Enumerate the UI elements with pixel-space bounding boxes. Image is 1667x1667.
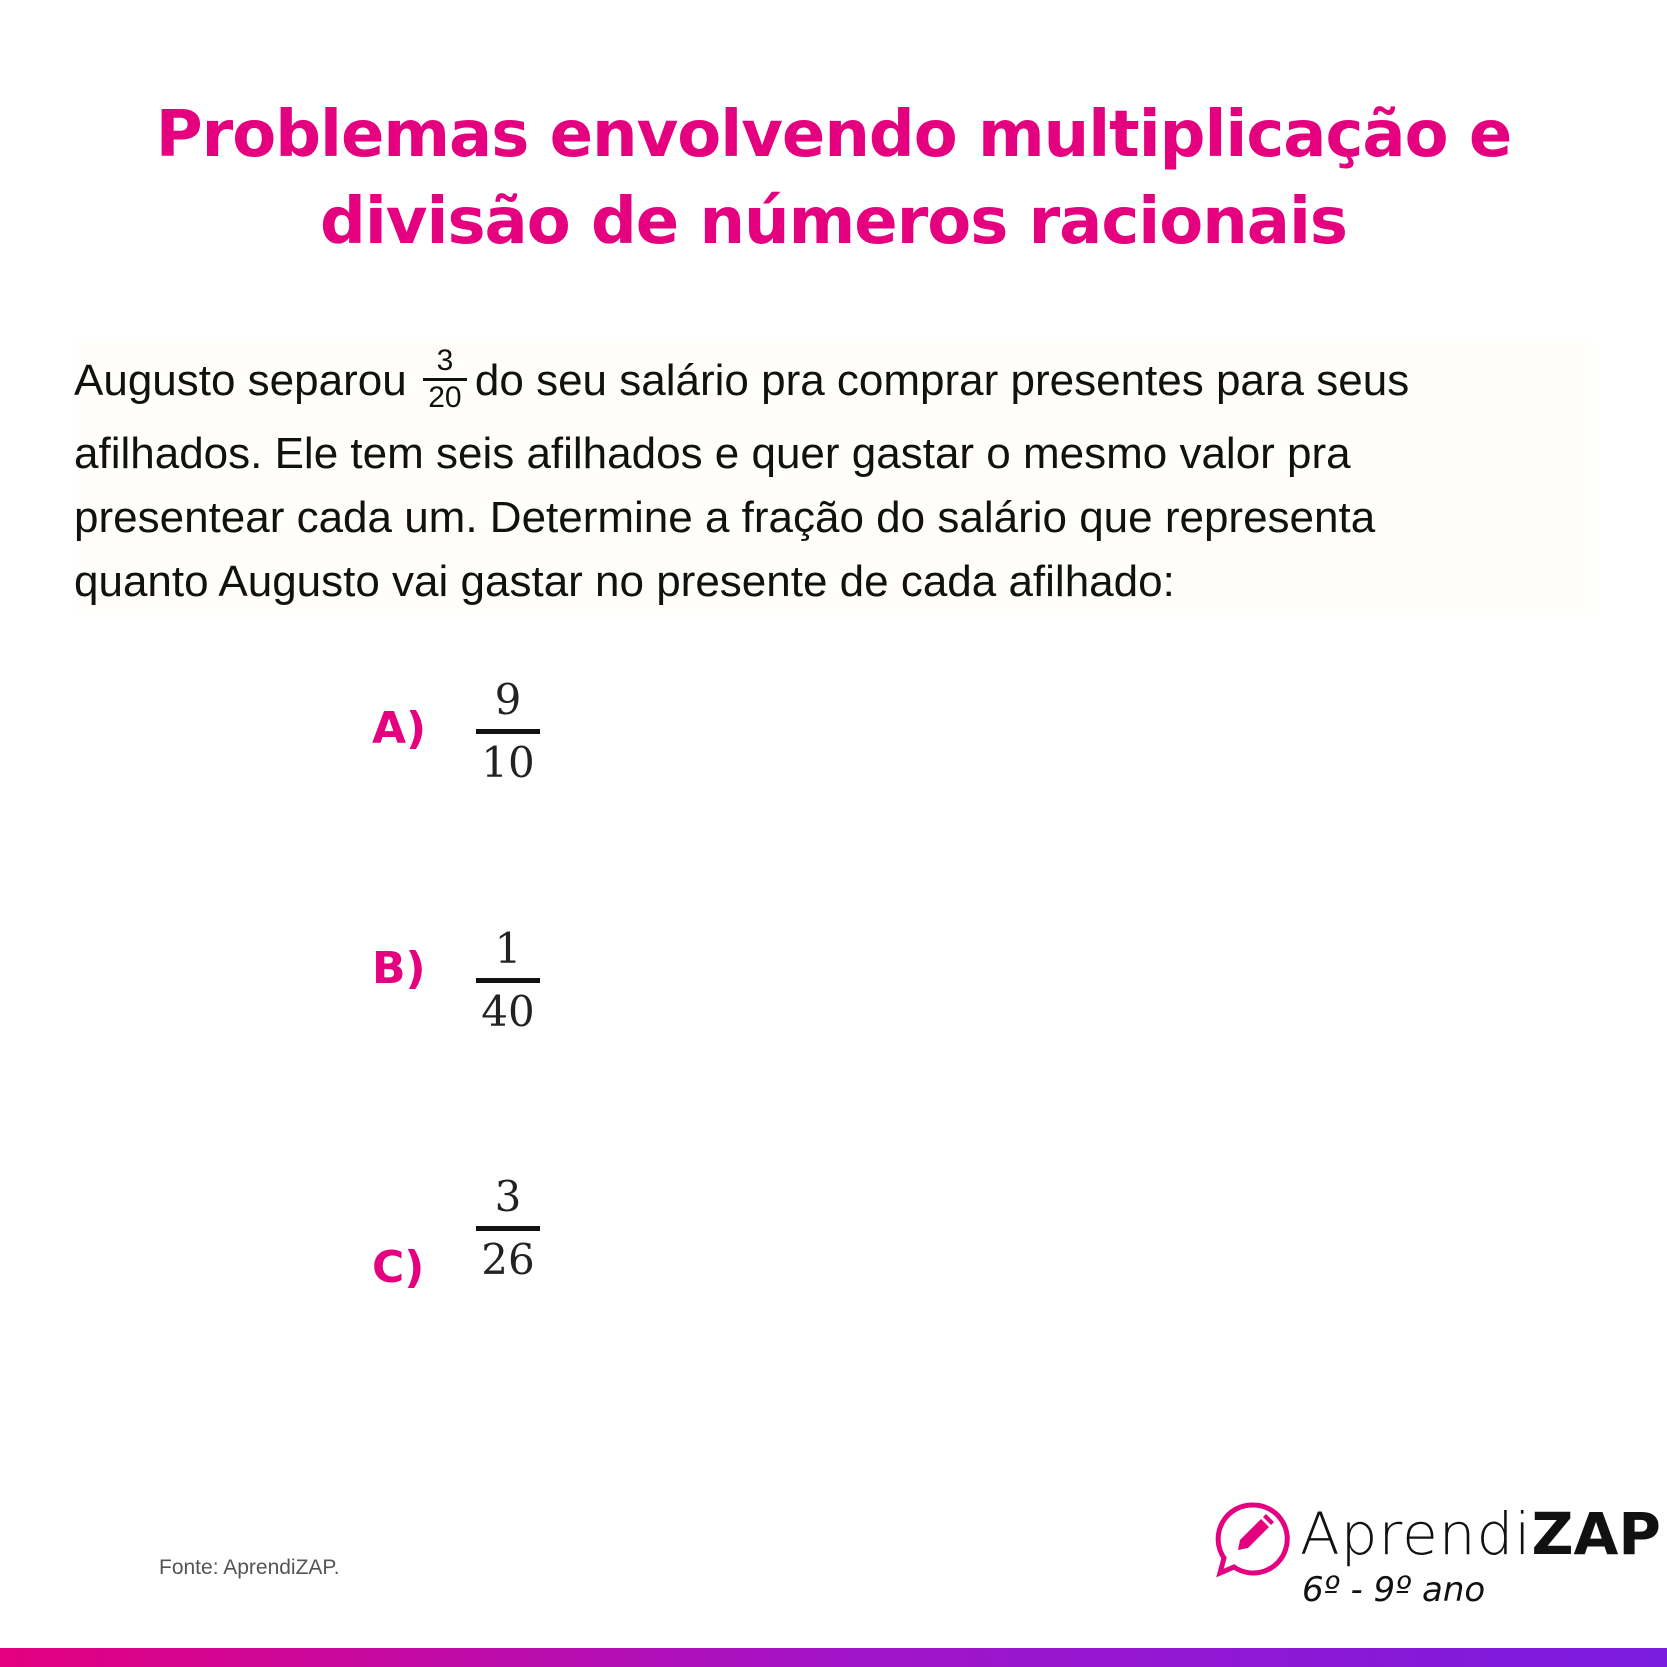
question-line-1 xyxy=(74,340,1594,422)
fraction-bar xyxy=(476,1226,540,1231)
option-c-numerator: 3 xyxy=(494,1172,522,1221)
option-b-numerator: 1 xyxy=(494,924,522,973)
inline-fraction xyxy=(423,344,467,415)
page-title xyxy=(0,92,1667,266)
question-text xyxy=(74,340,1594,614)
title-line-2: divisão de números racionais xyxy=(320,185,1347,259)
question-text-end: do seu salário pra comprar presentes para seus xyxy=(474,356,1410,405)
title-line-1: Problemas envolvendo multiplicação e xyxy=(155,98,1512,172)
question-line-3: presentear cada um. Determine a fração do salário que representa xyxy=(74,493,1376,542)
logo-wordmark xyxy=(1300,1500,1661,1568)
option-b-denominator: 40 xyxy=(481,987,535,1036)
question-line-2: afilhados. Ele tem seis afilhados e quer gastar o mesmo valor pra xyxy=(74,429,1351,478)
option-a-fraction xyxy=(470,675,546,788)
fraction-numerator: 3 xyxy=(436,343,454,377)
question-line-4: quanto Augusto vai gastar no presente de cada afilhado: xyxy=(74,557,1175,606)
option-a-denominator: 10 xyxy=(481,738,535,787)
logo-name-bold: ZAP xyxy=(1531,1500,1661,1568)
option-b-label: B) xyxy=(372,943,426,994)
option-c-denominator: 26 xyxy=(481,1235,535,1284)
question-text-start: Augusto separou xyxy=(74,356,407,405)
fraction-denominator: 20 xyxy=(428,380,462,414)
option-c-fraction xyxy=(470,1172,546,1285)
logo-name-light: Aprendi xyxy=(1300,1500,1532,1568)
option-b-fraction xyxy=(470,924,546,1037)
source-note: Fonte: AprendiZAP. xyxy=(159,1556,340,1579)
fraction-bar xyxy=(476,978,540,983)
chat-pencil-icon xyxy=(1214,1500,1294,1580)
option-a-label: A) xyxy=(372,703,427,754)
grade-label: 6º - 9º ano xyxy=(1302,1570,1486,1610)
option-a-numerator: 9 xyxy=(494,675,522,724)
fraction-bar xyxy=(476,729,540,734)
option-c-label: C) xyxy=(372,1242,425,1293)
bottom-gradient-bar xyxy=(0,1648,1667,1667)
